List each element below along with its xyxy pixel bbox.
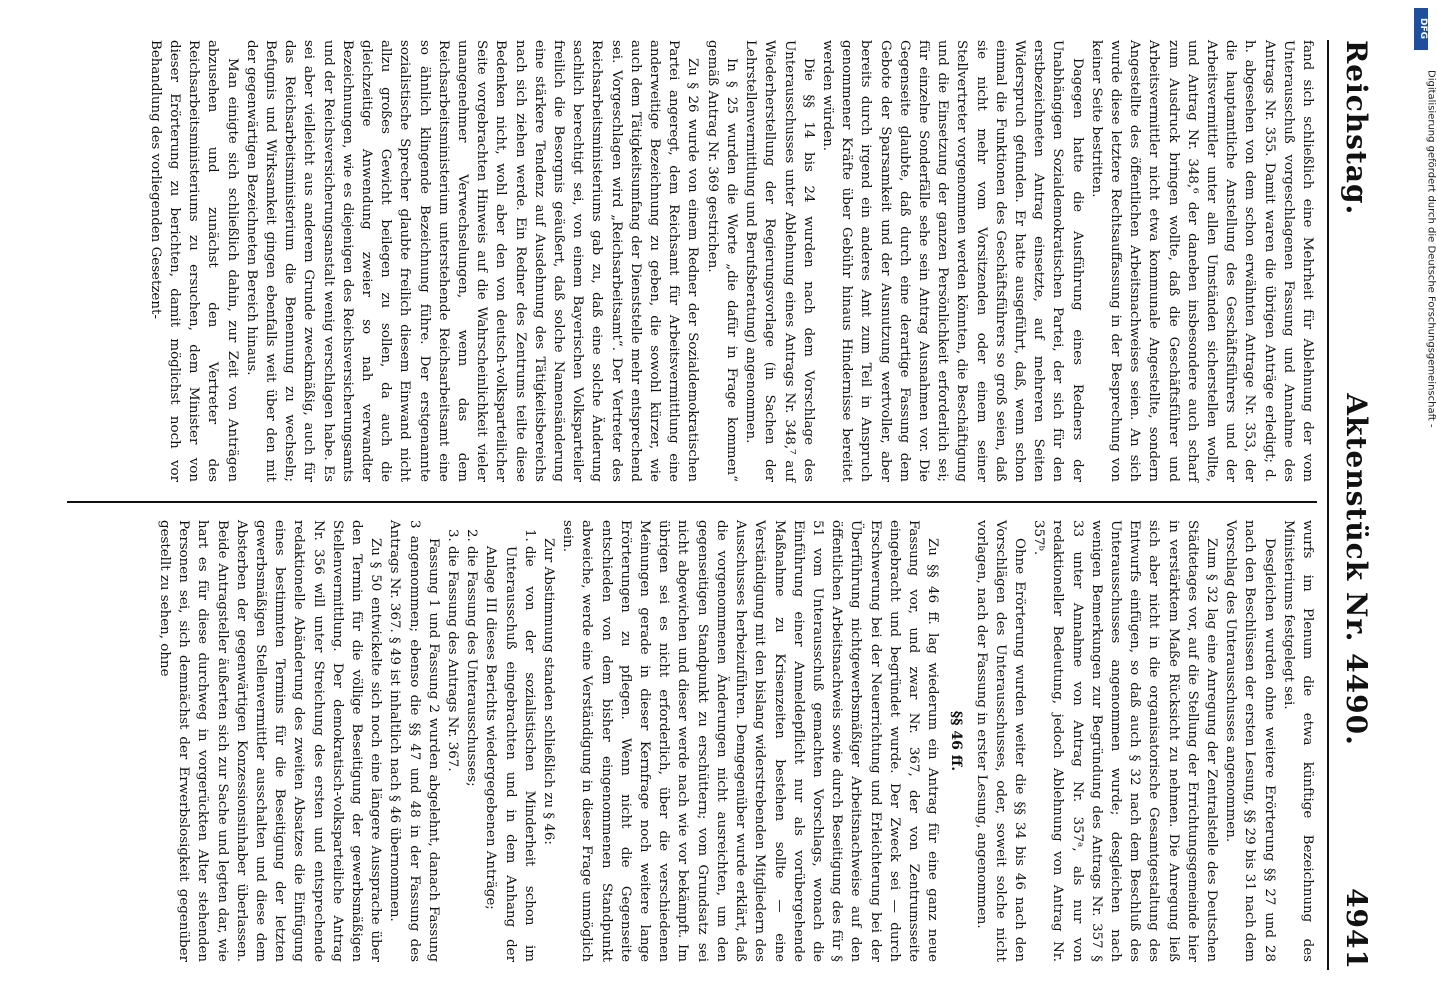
right-paragraph-6: Zur Abstimmung standen schließlich zu § 46: bbox=[541, 538, 557, 845]
list-item: 3. die Fassung des Antrags Nr. 367. bbox=[443, 546, 462, 962]
left-paragraph-2: Dagegen hatte die Ausführung eines Redners der Unabhängigen Sozialdemokratischen Partei, der sich für den erstbezeichneten Antrag einsetzte, auf mehreren Seiten Widerspruch gefunden. Er hatte ausgeführt, daß, wenn schon einmal die Funktionen des Geschäftsführers so groß seien, daß sie nicht mehr vom Vorsitzenden oder einem seiner Stellvertreter vorgenommen werden könnten, die Beschäftigung und die Einsetzung der ganzen Persönlichkeit erforderlich sei; für einzelne Sonderfälle sehe sein Antrag Ausnahmen vor. Die Gegenseite glaubte, daß durch eine derartige Fassung dem Gebote der Sparsamkeit und der Ausnutzung wertvoller, aber bereits durch irgend ein anderes Amt zum Teil in Anspruch genommener Kräfte über Gebühr hinaus Hindernisse bereitet werden würden. bbox=[819, 40, 1085, 482]
right-paragraph-1: wurfs im Plenum die etwa künftige Bezeichnung des Ministeriums festgelegt sei. bbox=[1280, 520, 1315, 962]
right-paragraph-4: Ohne Erörterung wurden weiter die §§ 34 bis 46 nach den Vorschlägen des Unterausschusses, oder, soweit solche nicht vorlagen, nach der Fassung in erster Lesung, angenommen. bbox=[973, 520, 1027, 962]
right-paragraph-3: Zum § 32 lag eine Anregung der Zentralstelle des Deutschen Städtetages vor, auf die Stellung der Errichtungsgemeinde hier in verstärktem Maße Rücksicht zu nehmen. Die Anregung ließ sich aber nicht in die organisatorische Gesamtgestaltung des Entwurfs einfügen, so daß auch § 32 nach dem Beschluß des Unterausschusses angenommen wurde; desgleichen nach wenigen Bemerkungen zur Begründung des Antrags Nr. 357 § 33 unter Annahme von Antrag Nr. 357ᵃ, als nur von redaktioneller Bedeutung, jedoch Ablehnung von Antrag Nr. 357ᵇ. bbox=[1031, 520, 1219, 962]
left-paragraph-3: Die §§ 14 bis 24 wurden nach dem Vorschlage des Unterausschusses unter Ablehnung eines Antrags Nr. 348,⁷ auf Wiederherstellung der Regierungsvorlage (in Sachen der Lehrstellenvermittlung und Berufsberatung) angenommen. bbox=[743, 40, 816, 482]
list-item: 1. die von der sozialistischen Minderheit schon im Unterausschuß eingebrachten und in dem Anhang der Anlage III dieses Berichts wiedergegebenen Anträge; bbox=[481, 546, 539, 962]
digitization-note bbox=[1406, 70, 1437, 930]
right-column bbox=[57, 520, 1317, 962]
left-paragraph-5: Zu § 26 wurde von einem Redner der Sozialdemokratischen Partei angeregt, dem Reichsamt für Arbeitsvermittlung eine anderweitige Bezeichnung zu geben, die sowohl kürzer, wie auch dem Tätigkeitsumfang der Dienststelle mehr entsprechend sei. Vorgeschlagen wird „Reichsarbeitsamt“. Der Vertreter des Reichsarbeitsministeriums gab zu, daß eine solche Änderung sachlich berechtigt sei, von einem Bayerischen Volksparteiler freilich die Besorgnis geäußert, daß solche Namensänderung eine stärkere Tendenz auf Ausdehnung des Tätigkeitsbereichs nach sich ziehen werde. Ein Redner des Zentrums teilte diese Bedenken nicht, wohl aber den von deutsch-volksparteilicher Seite vorgebrachten Hinweis auf die Wahrscheinlichkeit vieler unangenehmer Verwechselungen, wenn das dem Reichsarbeitsministerium unterstehende Reichsarbeitsamt eine so ähnlich klingende Bezeichnung führe. Der erstgenannte sozialistische Sprecher glaubte freilich diesem Einwand nicht allzu großes Gewicht beilegen zu sollen, da auch die gleichzeitige Anwendung zweier so nah verwandter Bezeichnungen, wie es diejenigen des Reichsversicherungsamts und der Reichsversicherungsanstalt wenig verschlagen habe. Es sei aber vielleicht aus anderem Grunde zweckmäßig, auch für das Reichsarbeitsministerium die Benennung zu wechseln; Befugnis und Wirksamkeit gingen ebenfalls weit über den mit der gegenwärtigen Bezeichneten Bereich hinaus. bbox=[243, 40, 701, 482]
vote-list bbox=[443, 520, 539, 962]
left-paragraph-6: Man einigte sich schließlich dahin, zur Zeit von Anträgen abzusehen und zunächst den Vertreter des Reichsarbeitsministeriums zu ersuchen, dem Minister von dieser Erörterung zu berichten, damit möglichst noch vor Behandlung des vorliegenden Gesetzent- bbox=[147, 40, 240, 482]
digitization-note-text: Digitalisierung gefördert durch die Deutsche Forschungsgemeinschaft - bbox=[1426, 70, 1437, 428]
header-institution: Reichstag. bbox=[1340, 40, 1373, 216]
left-paragraph-1: fand sich schließlich eine Mehrheit für Ablehnung der vom Unterausschuß vorgeschlagenen Fassung und Annahme des Antrags Nr. 355. Damit waren die übrigen Anträge erledigt; d. h. abgesehen von dem schon erwähnten Antrage Nr. 353, der die hauptamtliche Anstellung des Geschäftsführers und der Arbeitsvermittler unter allen Umständen sicherstellen wollte, und Antrag Nr. 348,⁶ der daneben insbesondere auch scharf zum Ausdruck bringen wollte, daß die Geschäftsführer und Arbeitsvermittler nicht etwa kommunale Angestellte, sondern Angestellte des öffentlichen Arbeitsnachweises seien. An sich wurde diese letztere Rechtsauffassung in der Besprechung von keiner Seite bestritten. bbox=[1088, 40, 1315, 482]
right-paragraph-8: Zu § 50 entwickelte sich noch eine längere Aussprache über den Termin für die völlige Beseitigung der gewerbsmäßigen Stellenvermittlung. Der demokratisch-volksparteiliche Antrag Nr. 356 will unter Streichung des ersten und entsprechende redaktionelle Abänderung des zweiten Absatzes die Einfügung eines bestimmten Termins für die Beseitigung der letzten gewerbsmäßigen Stellenvermittler ausschalten und diese dem Absterben der gegenwärtigen Konzessionsinhaber überlassen. Beide Antragsteller äußerten sich zur Sache und legten dar, wie hart es für diese durchweg in vorgerückten Alter stehenden Personen sei, sich demnächst der Erwerbslosigkeit gegenüber gestellt zu sehen, ohne bbox=[157, 520, 384, 962]
document-sheet bbox=[49, 40, 1379, 970]
left-column bbox=[57, 40, 1317, 482]
dfg-logo bbox=[1414, 8, 1428, 50]
list-item: 2. die Fassung des Unterausschusses; bbox=[462, 546, 481, 962]
column-divider bbox=[67, 501, 1317, 503]
header-rule bbox=[1327, 40, 1329, 970]
page-header bbox=[1333, 40, 1379, 970]
section-heading: §§ 46 ff. bbox=[948, 710, 965, 772]
left-paragraph-4: In § 25 wurden die Worte „die dafür in Frage kommen“ gemäß Antrag Nr. 369 gestrichen. bbox=[704, 40, 739, 482]
right-paragraph-7: Fassung 1 und Fassung 2 wurden abgelehnt, danach Fassung 3 angenommen; ebenso die §§ 47 und 48 in der Fassung des Antrags Nr. 367. § 49 ist inhaltlich nach § 46 übernommen. bbox=[387, 520, 441, 962]
page-number: 4941 bbox=[1340, 888, 1373, 970]
right-paragraph-5: Zu §§ 46 ff. lag wiederum ein Antrag für eine ganz neue Fassung vor, und zwar Nr. 367, der von Zentrumsseite eingebracht und begründet wurde. Der Zweck sei — durch Erschwerung bei der Neuerrichtung und Erleichterung bei der Überführung nichtgewerbsmäßiger Arbeitsnachweise auf den öffentlichen Arbeitsnachweis sowie durch Beseitigung des für § 51 vom Unterausschuß gemachten Vorschlags, wonach die Einführung einer Anmeldepflicht nur als vorübergehende Maßnahme zu Krisenzeiten bestehen sollte — eine Verständigung mit den bislang widerstrebenden Mitgliedern des Ausschusses herbeizuführen. Demgegenüber wurde erklärt, daß die vorgenommenen Änderungen nicht ausreichten, um den gegenseitigen Standpunkt zu erschüttern; vom Grundsatz sei nicht abgewichen und dieser werde nach wie vor bekämpft. Im übrigen sei es nicht erforderlich, über die verschiedenen Meinungen gerade in dieser Kernfrage noch weitere lange Erörterungen zu pflegen. Wenn nicht die Gegenseite entschieden von dem bisher eingenommenen Standpunkt abweiche, werde eine Verständigung in dieser Frage unmöglich sein. bbox=[560, 520, 941, 962]
dfg-logo-text: DFG bbox=[1418, 18, 1428, 40]
right-paragraph-2: Desgleichen wurden ohne weitere Erörterung §§ 27 und 28 nach den Beschlüssen der ersten Lesung, §§ 29 bis 31 nach dem Vorschlag des Unterausschusses angenommen. bbox=[1223, 520, 1277, 962]
header-document-number: Aktenstück Nr. 4490. bbox=[1340, 393, 1373, 746]
